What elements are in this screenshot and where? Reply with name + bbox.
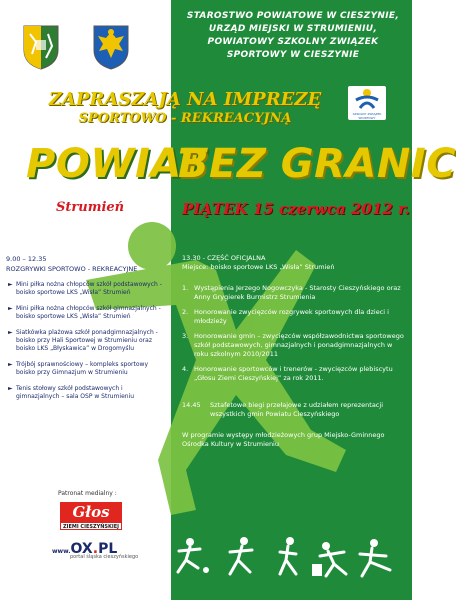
runner-icon bbox=[230, 537, 252, 574]
sport-pictograms bbox=[176, 534, 406, 580]
program-note: W programie występy młodzieżowych grup Miejsko-Gminnego Ośrodka Kultury w Strumieniu bbox=[182, 431, 385, 448]
invitation-text bbox=[40, 90, 330, 127]
morning-section-title: ROZGRYWKI SPORTOWO - REKREACYJNE bbox=[6, 265, 138, 273]
title-bez-granic: BEZ GRANIC bbox=[178, 141, 456, 187]
item-number: 2. bbox=[182, 308, 189, 316]
event-text: Siatkówka plażowa szkół ponadgimnazjalnych - boisko przy Hali Sportowej w Strumieniu oraz boisko LKS „Błyskawica” w Drogomyślu bbox=[16, 329, 158, 352]
spacer bbox=[182, 419, 404, 431]
ox-prefix: www. bbox=[52, 548, 71, 555]
list-item bbox=[182, 332, 404, 359]
organizer-line: URZĄD MIEJSKI W STRUMIENIU, bbox=[208, 24, 378, 34]
eagle-crest-icon bbox=[92, 24, 130, 70]
organizer-line: SPORTOWY W CIESZYNIE bbox=[226, 50, 360, 60]
list-item bbox=[182, 284, 404, 302]
item-number: 4. bbox=[182, 365, 189, 373]
ox-tld: PL bbox=[98, 541, 118, 557]
list-item bbox=[6, 361, 166, 377]
event-date: PIĄTEK 15 czerwca 2012 r. bbox=[182, 200, 410, 218]
bullet-arrow-icon: ► bbox=[8, 385, 13, 392]
list-item bbox=[6, 281, 166, 297]
media-partners-label: Patronat medialny : bbox=[58, 490, 117, 497]
volleyball-player-icon bbox=[312, 542, 346, 576]
item-number: 3. bbox=[182, 332, 189, 340]
item-text: Wystąpienia Jerzego Nogowczyka - Starosty Cieszyńskiego oraz Anny Grygierek Burmistrz Strumienia bbox=[194, 284, 401, 301]
event-text: Mini piłka nożna chłopców szkół gimnazjalnych - boisko sportowe LKS „Wisła” Strumień bbox=[16, 305, 161, 320]
invite-line-1: ZAPRASZAJĄ NA IMPREZĘ bbox=[48, 89, 322, 110]
relay-text: Sztafetowe biegi przełajowe z udziałem reprezentacji wszystkich gmin Powiatu Cieszyńskiego bbox=[210, 401, 383, 418]
glos-logo bbox=[60, 502, 122, 532]
bullet-arrow-icon: ► bbox=[8, 281, 13, 288]
ox-name-text: OX bbox=[70, 541, 93, 557]
official-place: Miejsce: boisko sportowe LKS „Wisła” Strumień bbox=[182, 263, 335, 271]
list-item bbox=[6, 385, 166, 401]
list-item bbox=[182, 308, 404, 326]
ox-tagline: portal śląska cieszyńskiego bbox=[70, 554, 139, 560]
spacer bbox=[182, 389, 404, 401]
event-place: Strumień bbox=[56, 200, 125, 215]
event-text: Trójbój sprawnościowy – kompleks sportowy boisko przy Gimnazjum w Strumieniu bbox=[16, 361, 149, 376]
glos-logo-word: Głos bbox=[60, 502, 122, 522]
football-player-icon bbox=[178, 538, 209, 573]
ox-dot: . bbox=[92, 541, 99, 557]
organizers-block bbox=[182, 10, 404, 62]
relay-run-item bbox=[182, 401, 404, 419]
item-text: Honorowanie zwycięzców rozgrywek sportowych dla dzieci i młodzieży bbox=[194, 308, 389, 325]
szs-figure-icon bbox=[348, 86, 386, 112]
official-time: 13.30 - CZĘŚĆ OFICJALNA bbox=[182, 254, 266, 262]
title-powiat: POWIAT bbox=[26, 141, 206, 187]
szs-logo-icon bbox=[348, 86, 386, 120]
crest-icon bbox=[22, 24, 60, 70]
item-text: Honorowanie gmin – zwycięzców współzawodnictwa sportowego szkół podstawowych, gimnazjalnych i ponadgimnazjalnych w roku szkolnym 2010/2011 bbox=[194, 332, 404, 358]
event-text: Tenis stołowy szkół podstawowych i gimnazjalnych – sala OSP w Strumieniu bbox=[16, 385, 135, 400]
sprinter-icon bbox=[360, 539, 390, 576]
organizer-line: STAROSTWO POWIATOWE W CIESZYNIE, bbox=[186, 11, 400, 21]
official-programme bbox=[182, 254, 404, 449]
spacer bbox=[182, 272, 404, 284]
morning-time: 9.00 – 12.35 bbox=[6, 255, 47, 263]
bullet-arrow-icon: ► bbox=[8, 361, 13, 368]
item-text: Honorowanie sportowców i trenerów - zwycięzców plebiscytu „Głosu Ziemi Cieszyńskiej” za rok 2011. bbox=[194, 365, 393, 382]
glos-logo-subtitle: ZIEMI CIESZYŃSKIEJ bbox=[60, 522, 122, 530]
sports-programme bbox=[6, 255, 166, 409]
list-item bbox=[6, 329, 166, 353]
list-item bbox=[182, 365, 404, 383]
relay-time: 14.45 bbox=[182, 401, 201, 409]
hurdler-icon bbox=[280, 537, 296, 574]
organizer-line: POWIATOWY SZKOLNY ZWIĄZEK bbox=[207, 37, 379, 47]
invite-line-2: SPORTOWO - REKREACYJNĄ bbox=[78, 111, 292, 126]
szs-logo-caption: SZKOLNY ZWIĄZEK SPORTOWY bbox=[352, 112, 382, 120]
item-number: 1. bbox=[182, 284, 189, 292]
list-item bbox=[6, 305, 166, 321]
bullet-arrow-icon: ► bbox=[8, 329, 13, 336]
bullet-arrow-icon: ► bbox=[8, 305, 13, 312]
event-text: Mini piłka nożna chłopców szkół podstawowych - boisko sportowe LKS „Wisła” Strumień bbox=[16, 281, 162, 296]
